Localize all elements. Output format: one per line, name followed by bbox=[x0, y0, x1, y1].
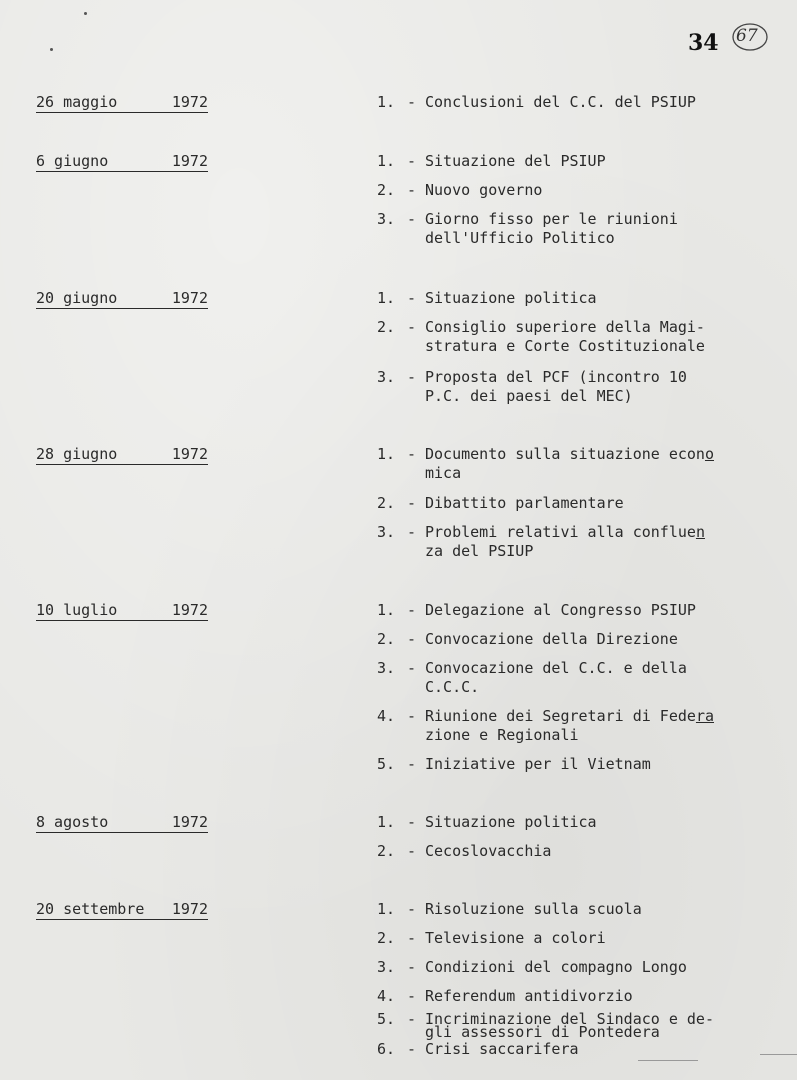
agenda-item bbox=[377, 900, 767, 919]
agenda-item-line: mica bbox=[425, 464, 462, 482]
dash-separator: - bbox=[407, 1040, 417, 1058]
meeting-date bbox=[36, 813, 208, 833]
agenda-item-text bbox=[425, 318, 705, 356]
agenda-item-line: Dibattito parlamentare bbox=[425, 494, 624, 512]
agenda-item bbox=[377, 494, 767, 513]
agenda-item-number: 1. bbox=[377, 152, 396, 170]
agenda-item bbox=[377, 1040, 767, 1059]
agenda-item-line: Situazione del PSIUP bbox=[425, 152, 606, 170]
agenda-item bbox=[377, 523, 767, 561]
agenda-item-text bbox=[425, 630, 678, 649]
agenda-item-line: zione e Regionali bbox=[425, 726, 579, 744]
agenda-item-line: dell'Ufficio Politico bbox=[425, 229, 615, 247]
date-year: 1972 bbox=[171, 813, 208, 831]
agenda-item-line: Crisi saccarifera bbox=[425, 1040, 579, 1058]
agenda-item-number: 3. bbox=[377, 523, 396, 541]
agenda-item-text bbox=[425, 929, 606, 948]
date-year: 1972 bbox=[171, 601, 208, 619]
agenda-item-text bbox=[425, 152, 606, 171]
agenda-item bbox=[377, 707, 767, 745]
agenda-item-number: 2. bbox=[377, 318, 396, 336]
agenda-item-line: Risoluzione sulla scuola bbox=[425, 900, 642, 918]
handwritten-page-number bbox=[730, 20, 770, 54]
agenda-item-line: Giorno fisso per le riunioni bbox=[425, 210, 678, 228]
dash-separator: - bbox=[407, 958, 417, 976]
dash-separator: - bbox=[407, 630, 417, 648]
dash-separator: - bbox=[407, 445, 417, 463]
dash-separator: - bbox=[407, 755, 417, 773]
agenda-item bbox=[377, 659, 767, 697]
dash-separator: - bbox=[407, 601, 417, 619]
meeting-date bbox=[36, 601, 208, 621]
date-year: 1972 bbox=[171, 900, 208, 918]
date-day: 26 maggio bbox=[36, 93, 118, 111]
bottom-mark bbox=[638, 1060, 698, 1061]
agenda-item-text bbox=[425, 445, 714, 483]
agenda-item-text bbox=[425, 523, 705, 561]
agenda-item-text bbox=[425, 842, 551, 861]
dash-separator: - bbox=[407, 210, 417, 228]
meeting-date bbox=[36, 152, 208, 172]
agenda-item-text bbox=[425, 1040, 579, 1059]
agenda-item-line: Situazione politica bbox=[425, 813, 597, 831]
dash-separator: - bbox=[407, 318, 417, 336]
meeting-date bbox=[36, 900, 208, 920]
agenda-item-number: 5. bbox=[377, 755, 396, 773]
agenda-item-line: Riunione dei Segretari di Federa bbox=[425, 707, 714, 725]
date-day: 20 giugno bbox=[36, 289, 118, 307]
agenda-item-line: stratura e Corte Costituzionale bbox=[425, 337, 705, 355]
agenda-item bbox=[377, 152, 767, 171]
agenda-item-text bbox=[425, 900, 642, 919]
date-day: 6 giugno bbox=[36, 152, 109, 170]
dash-separator: - bbox=[407, 842, 417, 860]
dash-separator: - bbox=[407, 152, 417, 170]
agenda-item-text bbox=[425, 958, 687, 977]
handwritten-number-text: 67 bbox=[736, 26, 758, 46]
bottom-mark bbox=[760, 1054, 797, 1055]
agenda-item bbox=[377, 842, 767, 861]
agenda-item bbox=[377, 601, 767, 620]
agenda-item-number: 1. bbox=[377, 445, 396, 463]
agenda-item-line: gli assessori di Pontedera bbox=[425, 1023, 660, 1041]
agenda-item-line: Nuovo governo bbox=[425, 181, 543, 199]
agenda-item-text bbox=[425, 289, 597, 308]
agenda-item-line: Proposta del PCF (incontro 10 bbox=[425, 368, 687, 386]
agenda-item-number: 2. bbox=[377, 842, 396, 860]
agenda-item-number: 6. bbox=[377, 1040, 396, 1058]
agenda-item-text bbox=[425, 987, 633, 1006]
agenda-item-line: Cecoslovacchia bbox=[425, 842, 552, 860]
agenda-item-text bbox=[425, 1010, 714, 1041]
agenda-item-number: 1. bbox=[377, 601, 396, 619]
dash-separator: - bbox=[407, 929, 417, 947]
dash-separator: - bbox=[407, 368, 417, 386]
speck-mark bbox=[50, 48, 53, 51]
agenda-item-text bbox=[425, 210, 678, 248]
agenda-item bbox=[377, 93, 767, 112]
agenda-item-text bbox=[425, 755, 651, 774]
agenda-item bbox=[377, 929, 767, 948]
dash-separator: - bbox=[407, 1010, 417, 1028]
agenda-item bbox=[377, 368, 767, 406]
speck-mark bbox=[84, 12, 87, 15]
agenda-item-text bbox=[425, 813, 597, 832]
agenda-item-text bbox=[425, 368, 687, 406]
agenda-item-line: Consiglio superiore della Magi- bbox=[425, 318, 705, 336]
agenda-item bbox=[377, 987, 767, 1006]
agenda-item-line: P.C. dei paesi del MEC) bbox=[425, 387, 633, 405]
agenda-item-line: Convocazione del C.C. e della bbox=[425, 659, 687, 677]
agenda-item bbox=[377, 630, 767, 649]
agenda-item-number: 2. bbox=[377, 494, 396, 512]
agenda-item-text bbox=[425, 659, 687, 697]
agenda-item-number: 5. bbox=[377, 1010, 396, 1028]
dash-separator: - bbox=[407, 289, 417, 307]
agenda-item-number: 4. bbox=[377, 987, 396, 1005]
agenda-item-text bbox=[425, 181, 542, 200]
agenda-item-line: Condizioni del compagno Longo bbox=[425, 958, 687, 976]
meeting-date bbox=[36, 445, 208, 465]
agenda-item-number: 2. bbox=[377, 929, 396, 947]
dash-separator: - bbox=[407, 523, 417, 541]
agenda-item-text bbox=[425, 601, 696, 620]
agenda-item-text bbox=[425, 93, 696, 112]
agenda-item bbox=[377, 813, 767, 832]
date-year: 1972 bbox=[171, 289, 208, 307]
agenda-item-line: Situazione politica bbox=[425, 289, 597, 307]
page-number: 34 bbox=[688, 30, 719, 56]
agenda-item-text bbox=[425, 494, 624, 513]
agenda-item-number: 3. bbox=[377, 958, 396, 976]
agenda-item-line: Documento sulla situazione econo bbox=[425, 445, 714, 463]
dash-separator: - bbox=[407, 494, 417, 512]
agenda-item-number: 3. bbox=[377, 210, 396, 228]
dash-separator: - bbox=[407, 987, 417, 1005]
date-day: 20 settembre bbox=[36, 900, 145, 918]
date-day: 8 agosto bbox=[36, 813, 109, 831]
dash-separator: - bbox=[407, 181, 417, 199]
meeting-date bbox=[36, 93, 208, 113]
agenda-item-number: 4. bbox=[377, 707, 396, 725]
dash-separator: - bbox=[407, 659, 417, 677]
agenda-item bbox=[377, 318, 767, 356]
dash-separator: - bbox=[407, 813, 417, 831]
date-year: 1972 bbox=[171, 152, 208, 170]
date-year: 1972 bbox=[171, 445, 208, 463]
agenda-item-number: 3. bbox=[377, 659, 396, 677]
agenda-item-text bbox=[425, 707, 714, 745]
agenda-item bbox=[377, 445, 767, 483]
agenda-item-line: Iniziative per il Vietnam bbox=[425, 755, 651, 773]
agenda-item-number: 1. bbox=[377, 93, 396, 111]
agenda-item-line: Incriminazione del Sindaco e de- bbox=[425, 1010, 714, 1028]
agenda-item bbox=[377, 755, 767, 774]
agenda-item-number: 1. bbox=[377, 289, 396, 307]
agenda-item bbox=[377, 210, 767, 248]
agenda-item-line: C.C.C. bbox=[425, 678, 480, 696]
agenda-item-line: Televisione a colori bbox=[425, 929, 606, 947]
date-day: 10 luglio bbox=[36, 601, 118, 619]
agenda-item-number: 3. bbox=[377, 368, 396, 386]
agenda-item-line: Convocazione della Direzione bbox=[425, 630, 678, 648]
agenda-item-line: za del PSIUP bbox=[425, 542, 534, 560]
dash-separator: - bbox=[407, 93, 417, 111]
dash-separator: - bbox=[407, 900, 417, 918]
agenda-item bbox=[377, 958, 767, 977]
dash-separator: - bbox=[407, 707, 417, 725]
agenda-item-line: Delegazione al Congresso PSIUP bbox=[425, 601, 696, 619]
agenda-item-line: Referendum antidivorzio bbox=[425, 987, 633, 1005]
agenda-item bbox=[377, 289, 767, 308]
date-day: 28 giugno bbox=[36, 445, 118, 463]
meeting-date bbox=[36, 289, 208, 309]
agenda-item-number: 1. bbox=[377, 900, 396, 918]
agenda-item-number: 2. bbox=[377, 181, 396, 199]
agenda-item-line: Problemi relativi alla confluen bbox=[425, 523, 705, 541]
agenda-item-number: 1. bbox=[377, 813, 396, 831]
agenda-item bbox=[377, 181, 767, 200]
agenda-item-line: Conclusioni del C.C. del PSIUP bbox=[425, 93, 696, 111]
agenda-item-number: 2. bbox=[377, 630, 396, 648]
date-year: 1972 bbox=[171, 93, 208, 111]
